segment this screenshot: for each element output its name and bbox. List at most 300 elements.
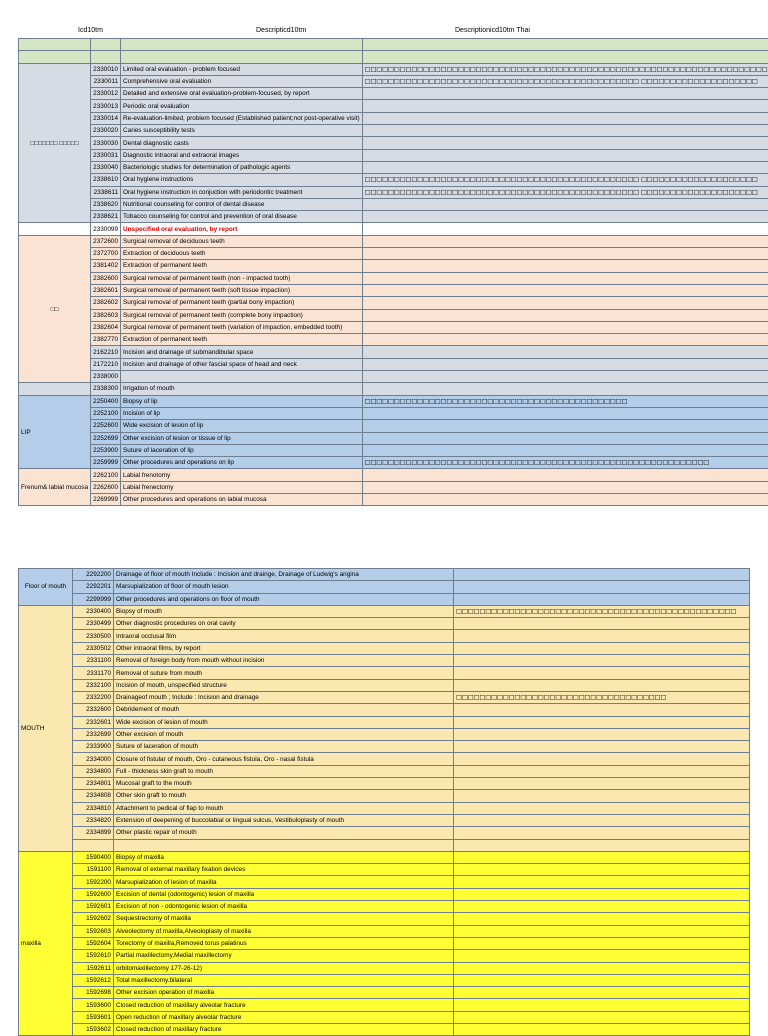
code-cell: 2334899 [73,827,114,839]
table-row [19,790,750,802]
code-cell: 2292200 [73,569,114,581]
table-row [19,297,768,309]
thai-cell [454,987,750,999]
thai-cell [454,962,750,974]
thai-cell [362,407,768,419]
code-cell: 2259999 [91,457,121,469]
category-cell: maxilla [19,851,73,1035]
table-row [19,655,750,667]
table-row [19,211,768,223]
thai-cell [454,790,750,802]
code-cell: 2330031 [91,149,121,161]
thai-cell [362,284,768,296]
code-cell: 2381402 [91,260,121,272]
thai-cell [454,679,750,691]
table-row [19,667,750,679]
code-cell: 2262100 [91,469,121,481]
desc-cell: Extraction of permanent teeth [121,260,363,272]
code-cell [91,51,121,63]
desc-cell: Limited oral evaluation - problem focused [121,63,363,75]
desc-cell: Partial maxillectomy,Medial maxillectomy [114,950,454,962]
table-row [19,284,768,296]
table-row [19,999,750,1011]
thai-cell: □□□□□□□□□□□□□□□□□□□□□□□□□□□□□□□□□□□□□□□□□□□□□□□ □□□□□□□□□□□□□□□□□□□□ [362,75,768,87]
category-cell: □□ [19,235,91,383]
desc-cell: Removal of suture from mouth [114,667,454,679]
table-row [19,630,750,642]
thai-cell [454,655,750,667]
desc-cell: Surgical removal of permanent teeth (variation of impaction, embedded tooth) [121,321,363,333]
thai-cell [362,346,768,358]
table-row [19,383,768,395]
table-row [19,876,750,888]
desc-cell: Other excision operation of maxilla [114,987,454,999]
table-row [19,198,768,210]
code-cell: 2338000 [91,371,121,383]
code-cell: 2331100 [73,655,114,667]
desc-cell [121,39,363,51]
code-cell: 2330499 [73,618,114,630]
desc-cell: Biopsy of lip [121,395,363,407]
thai-cell [454,704,750,716]
thai-cell [362,235,768,247]
table-row [19,481,768,493]
code-cell: 2330502 [73,642,114,654]
table-row [19,864,750,876]
desc-cell: Caries susceptibility tests [121,125,363,137]
thai-cell [362,51,768,63]
thai-cell [454,827,750,839]
table-row [19,223,768,235]
thai-cell [454,630,750,642]
thai-cell [454,618,750,630]
table-row [19,1011,750,1023]
desc-cell [121,51,363,63]
thai-cell [454,913,750,925]
thai-cell [362,112,768,124]
header-description: Descripticd10tm [256,27,306,34]
thai-cell [454,925,750,937]
desc-cell: Surgical removal of permanent teeth (partial bony impaction) [121,297,363,309]
thai-cell [454,839,750,851]
table-row [19,802,750,814]
table-row [19,420,768,432]
table-row [19,469,768,481]
thai-cell: □□□□□□□□□□□□□□□□□□□□□□□□□□□□□□□□□□□□□□□□□□□□□□□□□□□□□□□□□□□□□□□□□□□□□ [362,63,768,75]
table-row [19,925,750,937]
table-row [19,569,750,581]
code-cell: 1590400 [73,851,114,863]
category-cell [19,223,91,235]
code-cell: 2269999 [91,493,121,505]
thai-cell [362,309,768,321]
table-row [19,814,750,826]
code-cell: 1592600 [73,888,114,900]
code-cell: 1592604 [73,937,114,949]
desc-cell [121,371,363,383]
desc-cell: Other excision of mouth [114,728,454,740]
code-cell: 2330030 [91,137,121,149]
code-cell: 1592612 [73,974,114,986]
code-cell: 1593601 [73,1011,114,1023]
desc-cell: Other skin graft to mouth [114,790,454,802]
thai-cell [454,581,750,593]
code-cell: 2253900 [91,444,121,456]
thai-cell [454,741,750,753]
table-row [19,248,768,260]
table-row [19,457,768,469]
code-cell: 1591100 [73,864,114,876]
thai-cell [454,901,750,913]
thai-cell [362,88,768,100]
category-cell: Floor of mouth [19,569,73,606]
desc-cell: Other plastic repair of mouth [114,827,454,839]
thai-cell [362,125,768,137]
desc-cell: Extension of deepening of buccolabial or lingual sulcus, Vestibuloplasty of mouth [114,814,454,826]
desc-cell: Periodic oral evaluation [121,100,363,112]
code-cell: 1592610 [73,950,114,962]
table-row [19,987,750,999]
desc-cell: Full - thickness skin graft to mouth [114,765,454,777]
thai-cell [454,667,750,679]
code-cell: 2338610 [91,174,121,186]
table-row [19,444,768,456]
table-row [19,605,750,617]
desc-cell: Tobacco counseling for control and prevention of oral disease [121,211,363,223]
code-cell: 1592601 [73,901,114,913]
table-row [19,149,768,161]
thai-cell [454,888,750,900]
thai-cell [362,432,768,444]
table-row [19,371,768,383]
table-row [19,974,750,986]
procedure-table-2 [18,568,750,1036]
code-cell: 2382600 [91,272,121,284]
code-cell: 1592698 [73,987,114,999]
code-cell: 2382770 [91,334,121,346]
table-row [19,39,768,51]
desc-cell: Total maxillectomy.bilateral [114,974,454,986]
thai-cell [454,814,750,826]
desc-cell: Debridement of mouth [114,704,454,716]
desc-cell: Irrigation of mouth [121,383,363,395]
desc-cell: Diagnostic intraoral and extraoral images [121,149,363,161]
category-cell [19,39,91,51]
desc-cell: Closed reduction of maxillary fracture [114,1023,454,1035]
thai-cell: □□□□□□□□□□□□□□□□□□□□□□□□□□□□□□□□□□□□□□□□□□□□□□□□□□□□□□□□□□□ [362,457,768,469]
table-row [19,962,750,974]
code-cell: 2172210 [91,358,121,370]
thai-cell [454,876,750,888]
thai-cell [454,569,750,581]
code-cell: 2382601 [91,284,121,296]
desc-cell: Drainageof mouth ; Include : Incision and drainage [114,691,454,703]
table-row [19,235,768,247]
desc-cell: Extraction of deciduous teeth [121,248,363,260]
table-row [19,937,750,949]
thai-cell [454,802,750,814]
thai-cell [362,260,768,272]
code-cell: 2330014 [91,112,121,124]
desc-cell: Incision of lip [121,407,363,419]
code-cell: 2331170 [73,667,114,679]
code-cell [73,839,114,851]
thai-cell [362,493,768,505]
code-cell: 2330040 [91,161,121,173]
table-row [19,778,750,790]
code-cell: 2382604 [91,321,121,333]
table-row [19,346,768,358]
table-row [19,728,750,740]
thai-cell [362,211,768,223]
table-row [19,901,750,913]
table-row [19,395,768,407]
code-cell: 1592200 [73,876,114,888]
table-row [19,186,768,198]
desc-cell: Alveolectomy of maxilla,Alveoloplasty of maxilla [114,925,454,937]
thai-cell [362,272,768,284]
thai-cell: □□□□□□□□□□□□□□□□□□□□□□□□□□□□□□□□□□□□□□□□□□□□□□□ □□□□□□□□□□□□□□□□□□□□ [362,186,768,198]
table-row [19,88,768,100]
code-cell: 2338620 [91,198,121,210]
code-cell: 2334800 [73,765,114,777]
category-cell: □□□□□□□ □□□□□ [19,63,91,223]
desc-cell: orbitomaxillectomy 177-26-12) [114,962,454,974]
thai-cell [362,358,768,370]
thai-cell [454,642,750,654]
desc-cell: Oral hygiene instruction in conjuction with periodontic treatment [121,186,363,198]
code-cell: 2382603 [91,309,121,321]
thai-cell [362,137,768,149]
thai-cell [454,778,750,790]
table-row [19,753,750,765]
thai-cell [362,297,768,309]
desc-cell: Attachment to pedical of flap to mouth [114,802,454,814]
code-cell: 2330013 [91,100,121,112]
thai-cell [454,950,750,962]
desc-cell: Surgical removal of permanent teeth (complete bony impaction) [121,309,363,321]
desc-cell: Torectomy of maxilla,Removed torus palatinus [114,937,454,949]
desc-cell: Labial frenectomy [121,481,363,493]
table-row [19,51,768,63]
table-row [19,888,750,900]
table-row [19,334,768,346]
thai-cell [362,371,768,383]
desc-cell: Unspecified oral evaluation, by report [121,223,363,235]
code-cell: 2332601 [73,716,114,728]
thai-cell [454,716,750,728]
thai-cell [362,198,768,210]
desc-cell: Drainage of floor of mouth Include : Incision and drainge, Drainage of Ludwig's angina [114,569,454,581]
code-cell: 2334000 [73,753,114,765]
desc-cell: Sequestrectomy of maxilla [114,913,454,925]
code-cell: 2332200 [73,691,114,703]
desc-cell: Biopsy of mouth [114,605,454,617]
code-cell: 2332699 [73,728,114,740]
desc-cell: Extraction of permanent teeth [121,334,363,346]
code-cell: 2252100 [91,407,121,419]
desc-cell: Intraoral occlusal film [114,630,454,642]
code-cell: 2330011 [91,75,121,87]
code-cell: 2330400 [73,605,114,617]
desc-cell: Excision of dental (odontogenic) lesion of maxilla [114,888,454,900]
code-cell: 2334801 [73,778,114,790]
code-cell: 2330010 [91,63,121,75]
desc-cell: Suture of laceration of lip [121,444,363,456]
desc-cell: Removal of external maxillary fixation devices [114,864,454,876]
desc-cell: Incision and drainage of submandibular space [121,346,363,358]
code-cell [91,39,121,51]
thai-cell [362,100,768,112]
thai-cell [362,248,768,260]
desc-cell: Other excision of lesion or tissue of lip [121,432,363,444]
desc-cell: Biopsy of maxilla [114,851,454,863]
desc-cell: Surgical removal of permanent teeth (soft tissue impaction) [121,284,363,296]
table-row [19,309,768,321]
table-row [19,260,768,272]
desc-cell: Other procedures and operations on labial mucosa [121,493,363,505]
table-row [19,272,768,284]
thai-cell [362,481,768,493]
desc-cell: Excision of non - odontogenic lesion of maxilla [114,901,454,913]
procedure-table-1 [18,38,768,506]
desc-cell: Nutritional counseling for control of dental disease [121,198,363,210]
thai-cell [362,444,768,456]
desc-cell: Other procedures and operations on floor of mouth [114,593,454,605]
desc-cell: Removal of foreign body from mouth without incision [114,655,454,667]
code-cell: 2334820 [73,814,114,826]
code-cell: 1592603 [73,925,114,937]
desc-cell: Incision and drainage of other fascial space of head and neck [121,358,363,370]
table-row [19,358,768,370]
desc-cell: Bacteriologic studies for determination of pathologic agents [121,161,363,173]
table-row [19,704,750,716]
table-row [19,741,750,753]
desc-cell: Other procedures and operations on lip [121,457,363,469]
desc-cell: Other intraoral films, by report [114,642,454,654]
code-cell: 2338300 [91,383,121,395]
table-row [19,1023,750,1035]
desc-cell: Detailed and extensive oral evaluation-problem-focused, by report [121,88,363,100]
table-row [19,112,768,124]
thai-cell: □□□□□□□□□□□□□□□□□□□□□□□□□□□□□□□□□□□□□□□□□□□□□□□ □□□□□□□□□□□□□□□□□□□□ [362,174,768,186]
desc-cell: Wide excision of lesion of mouth [114,716,454,728]
desc-cell: Re-evaluation-limited, problem focused (Established patient;not post-operative visit) [121,112,363,124]
thai-cell [454,1011,750,1023]
thai-cell [454,1023,750,1035]
table-row [19,839,750,851]
desc-cell: Surgical removal of deciduous teeth [121,235,363,247]
header-description-thai: Descriptionicd10tm Thai [455,27,530,34]
code-cell: 2292201 [73,581,114,593]
code-cell: 2252699 [91,432,121,444]
desc-cell: Other diagnostic procedures on oral cavity [114,618,454,630]
desc-cell: Labial frenotomy [121,469,363,481]
thai-cell [362,149,768,161]
code-cell: 2334808 [73,790,114,802]
thai-cell [454,765,750,777]
desc-cell: Closed reduction of maxillary alveolar fracture [114,999,454,1011]
code-cell: 2332600 [73,704,114,716]
thai-cell [362,383,768,395]
thai-cell [362,321,768,333]
code-cell: 2330020 [91,125,121,137]
desc-cell: Incision of mouth, unspecified structure [114,679,454,691]
thai-cell [454,999,750,1011]
thai-cell [362,334,768,346]
table-row [19,174,768,186]
desc-cell: Mucosal graft to the mouth [114,778,454,790]
code-cell: 2250400 [91,395,121,407]
thai-cell [454,851,750,863]
thai-cell [362,39,768,51]
code-cell: 2330012 [91,88,121,100]
table-row [19,63,768,75]
code-cell: 2333900 [73,741,114,753]
table-row [19,125,768,137]
code-cell: 2330500 [73,630,114,642]
table-row [19,137,768,149]
thai-cell [362,469,768,481]
code-cell: 1593602 [73,1023,114,1035]
category-cell: Frenum& labial mucosa [19,469,91,506]
code-cell: 2162210 [91,346,121,358]
thai-cell: □□□□□□□□□□□□□□□□□□□□□□□□□□□□□□□□□□□□□□□□□□□□□□□□ [454,605,750,617]
thai-cell [362,420,768,432]
thai-cell: □□□□□□□□□□□□□□□□□□□□□□□□□□□□□□□□□□□□□□□□□□□□□ [362,395,768,407]
desc-cell: Surgical removal of permanent teeth (non - impacted tooth) [121,272,363,284]
table-row [19,827,750,839]
thai-cell [454,937,750,949]
desc-cell: Oral hygiene instructions [121,174,363,186]
code-cell: 2330099 [91,223,121,235]
desc-cell [114,839,454,851]
code-cell: 1592602 [73,913,114,925]
desc-cell: Marsupialization of lesion of maxilla [114,876,454,888]
table-row [19,950,750,962]
table-row [19,679,750,691]
desc-cell: Closure of fistular of mouth, Oro - cutaneous fistula, Oro - nasal fistula [114,753,454,765]
category-cell [19,51,91,63]
code-cell: 1593600 [73,999,114,1011]
table-row [19,432,768,444]
table-row [19,321,768,333]
category-cell [19,383,91,395]
table-row [19,581,750,593]
desc-cell: Wide excision of lesion of lip [121,420,363,432]
header-code: Icd10tm [78,27,103,34]
desc-cell: Suture of laceration of mouth [114,741,454,753]
table-row [19,765,750,777]
thai-cell [454,728,750,740]
code-cell: 2252600 [91,420,121,432]
thai-cell [362,223,768,235]
table-row [19,716,750,728]
table-row [19,100,768,112]
code-cell: 2338611 [91,186,121,198]
table-row [19,618,750,630]
table-row [19,691,750,703]
thai-cell [454,593,750,605]
table-row [19,913,750,925]
desc-cell: Comprehensive oral evaluation [121,75,363,87]
thai-cell [454,753,750,765]
table-row [19,407,768,419]
code-cell: 2372700 [91,248,121,260]
category-cell: MOUTH [19,605,73,851]
table-row [19,593,750,605]
desc-cell: Open reduction of maxillary alveolar fracture [114,1011,454,1023]
